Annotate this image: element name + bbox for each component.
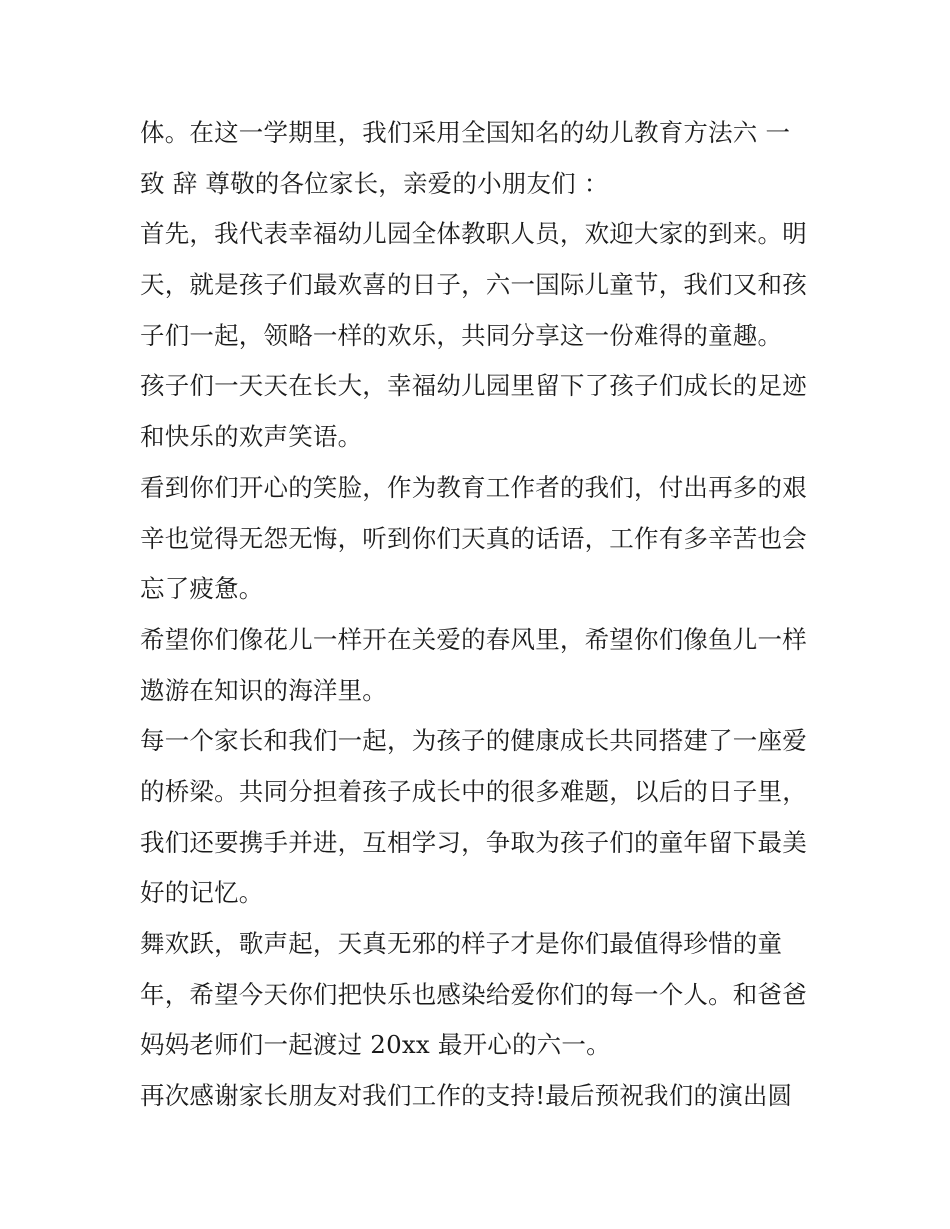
text-line: 辛也觉得无怨无悔，听到你们天真的话语，工作有多辛苦也会 — [140, 523, 807, 553]
text-line: 的桥梁。共同分担着孩子成长中的很多难题，以后的日子里， — [140, 776, 807, 806]
text-line: 首先，我代表幸福幼儿园全体教职人员，欢迎大家的到来。明 — [140, 219, 807, 249]
text-line: 遨游在知识的海洋里。 — [140, 675, 387, 705]
text-line: 和快乐的欢声笑语。 — [140, 422, 363, 452]
text-line: 好的记忆。 — [140, 878, 264, 908]
text-line: 忘了疲惫。 — [140, 574, 264, 604]
text-line: 每一个家长和我们一起，为孩子的健康成长共同搭建了一座爱 — [140, 726, 807, 756]
document-body — [140, 108, 820, 1122]
text-line: 妈妈老师们一起渡过 20xx 最开心的六一。 — [140, 1030, 611, 1060]
text-line: 我们还要携手并进，互相学习，争取为孩子们的童年留下最美 — [140, 827, 807, 857]
text-line: 看到你们开心的笑脸，作为教育工作者的我们，付出再多的艰 — [140, 472, 807, 502]
text-line: 年，希望今天你们把快乐也感染给爱你们的每一个人。和爸爸 — [140, 979, 807, 1009]
text-line: 希望你们像花儿一样开在关爱的春风里，希望你们像鱼儿一样 — [140, 624, 807, 654]
text-line: 子们一起，领略一样的欢乐，共同分享这一份难得的童趣。 — [140, 320, 783, 350]
text-line: 天，就是孩子们最欢喜的日子，六一国际儿童节，我们又和孩 — [140, 270, 807, 300]
text-line: 体。在这一学期里，我们采用全国知名的幼儿教育方法六 一 — [140, 118, 791, 147]
text-line: 孩子们一天天在长大，幸福幼儿园里留下了孩子们成长的足迹 — [140, 371, 807, 401]
text-line: 致 辞 尊敬的各位家长，亲爱的小朋友们 ： — [140, 168, 609, 198]
text-line: 再次感谢家长朋友对我们工作的支持!最后预祝我们的演出圆 — [140, 1081, 793, 1111]
text-line: 舞欢跃，歌声起，天真无邪的样子才是你们最值得珍惜的童 — [140, 929, 783, 958]
